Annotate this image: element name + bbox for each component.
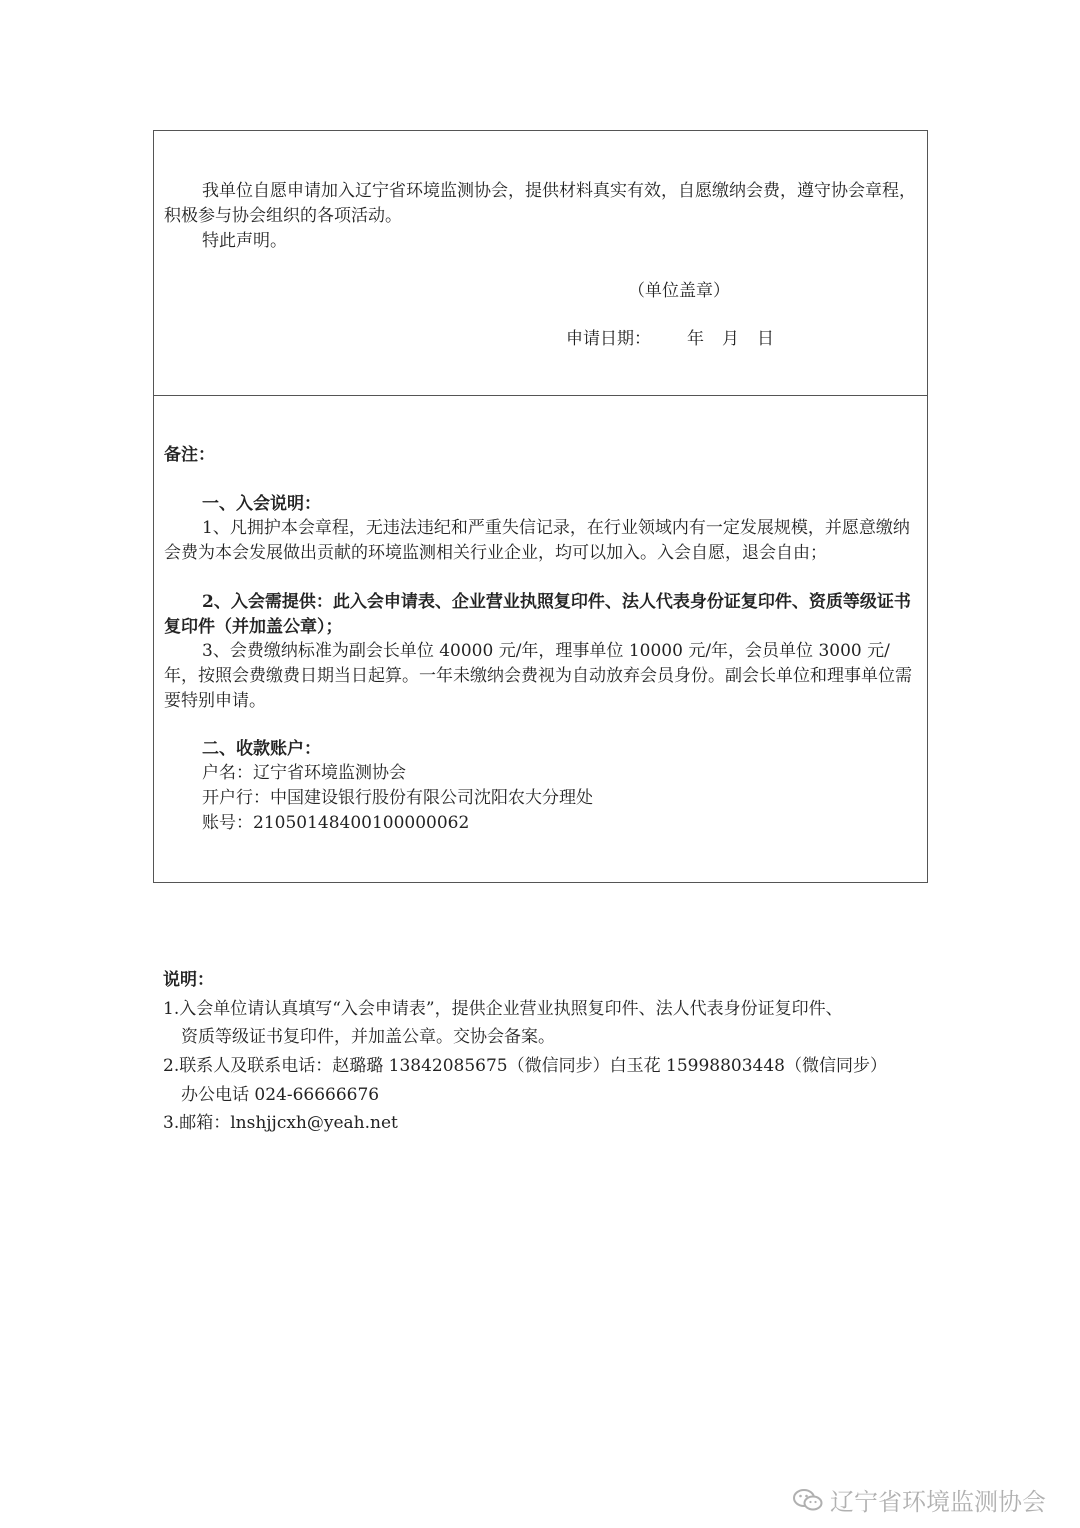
account-name: 户名：辽宁省环境监测协会	[202, 763, 406, 783]
note-2-line-2: 办公电话 024-66666676	[181, 1085, 380, 1105]
note-1-line-2: 资质等级证书复印件，并加盖公章。交协会备案。	[181, 1027, 555, 1047]
wechat-icon	[792, 1487, 824, 1513]
declaration-body: 我单位自愿申请加入辽宁省环境监测协会，提供材料真实有效，自愿缴纳会费，遵守协会章程，积极参与协会组织的各项活动。	[164, 181, 916, 226]
application-date	[566, 324, 774, 349]
note-2-line-1: 2.联系人及联系电话：赵璐璐 13842085675（微信同步）白玉花 15998803448（微信同步）	[163, 1056, 887, 1076]
section-membership-title: 一、入会说明：	[202, 494, 321, 514]
watermark-text: 辽宁省环境监测协会	[830, 1488, 1046, 1516]
membership-item-3: 3、会费缴纳标准为副会长单位 40000 元/年，理事单位 10000 元/年，会员单位 3000 元/年，按照会费缴费日期当日起算。一年未缴纳会费视为自动放弃会员身份。副会长单位和理事单位需要特别申请。	[164, 641, 912, 711]
date-label: 申请日期：	[566, 329, 651, 349]
membership-item-2: 2、入会需提供：此入会申请表、企业营业执照复印件、法人代表身份证复印件、资质等级证书复印件（并加盖公章）；	[164, 592, 911, 637]
account-number: 账号：21050148400100000062	[202, 813, 470, 833]
notes-title: 说明：	[163, 970, 214, 990]
date-month: 月	[722, 329, 739, 349]
remarks-cell	[154, 396, 927, 882]
remarks-title: 备注：	[164, 445, 215, 465]
application-table	[153, 130, 928, 883]
account-bank: 开户行：中国建设银行股份有限公司沈阳农大分理处	[202, 788, 593, 808]
date-year: 年	[687, 329, 704, 349]
date-day: 日	[757, 329, 774, 349]
note-3-email: 3.邮箱：lnshjjcxh@yeah.net	[163, 1113, 398, 1133]
wechat-watermark	[792, 1482, 1046, 1517]
declaration-cell	[154, 131, 927, 396]
seal-label: （单位盖章）	[628, 281, 730, 301]
declaration-closing: 特此声明。	[202, 231, 287, 251]
note-1-line-1: 1.入会单位请认真填写“入会申请表”，提供企业营业执照复印件、法人代表身份证复印件、	[163, 999, 843, 1019]
membership-item-1: 1、凡拥护本会章程，无违法违纪和严重失信记录，在行业领域内有一定发展规模，并愿意缴纳会费为本会发展做出贡献的环境监测相关行业企业，均可以加入。入会自愿，退会自由；	[164, 518, 910, 563]
section-account-title: 二、收款账户：	[202, 739, 321, 759]
